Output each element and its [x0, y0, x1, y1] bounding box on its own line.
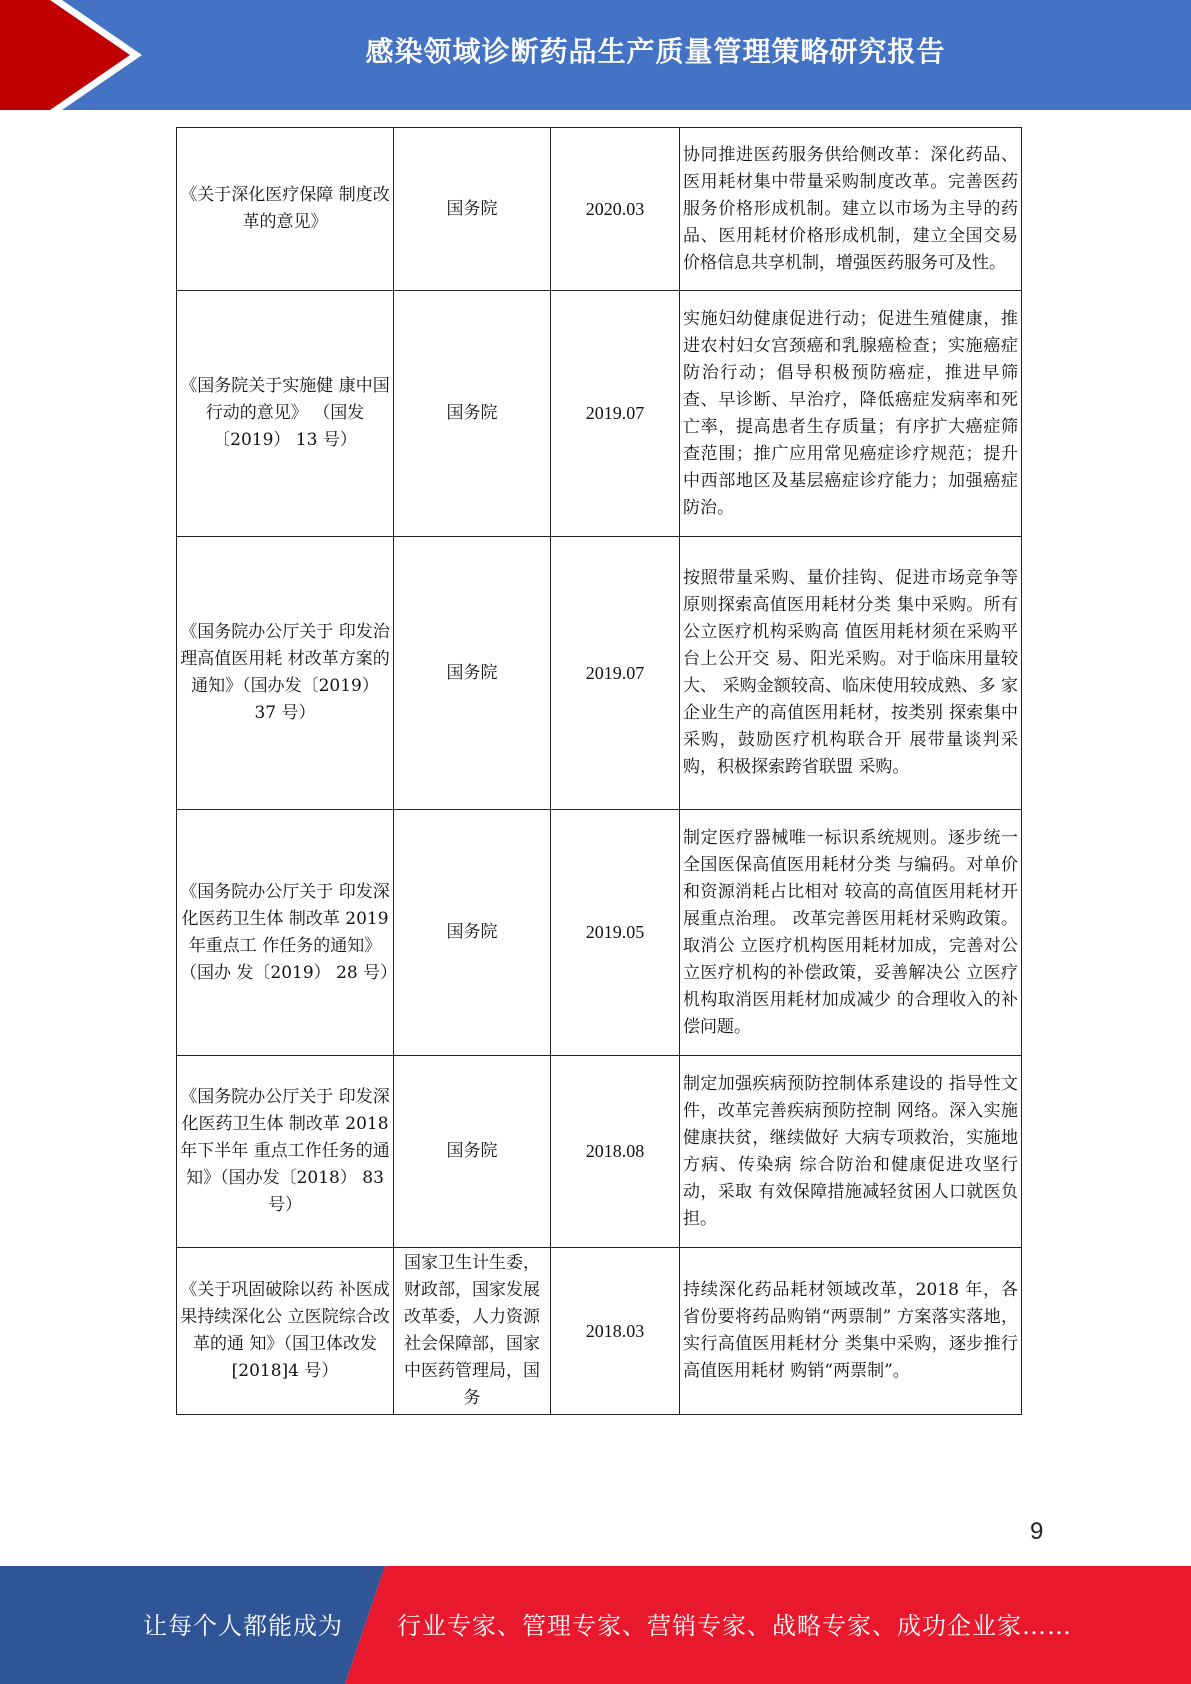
issuer-cell: 国务院 — [394, 537, 551, 810]
footer-slogan-right: 行业专家、管理专家、营销专家、战略专家、成功企业家…… — [397, 1612, 1072, 1640]
page-number: 9 — [1030, 1518, 1044, 1545]
issuer-cell: 国务院 — [394, 128, 551, 291]
policy-title-cell: 《关于巩固破除以药 补医成果持续深化公 立医院综合改革的通 知》（国卫体改发 [2018]4 号） — [177, 1248, 394, 1415]
policy-title-cell: 《国务院办公厅关于 印发深化医药卫生体 制改革 2018 年下半年 重点工作任务的通知》（国办发〔2018） 83 号） — [177, 1056, 394, 1248]
policy-title-cell: 《国务院关于实施健 康中国行动的意见》 （国发〔2019） 13 号） — [177, 291, 394, 537]
issuer-cell: 国务院 — [394, 810, 551, 1056]
footer-slogan-left: 让每个人都能成为 — [143, 1612, 343, 1640]
date-cell: 2018.03 — [551, 1248, 680, 1415]
table-row — [177, 537, 1022, 810]
date-cell: 2019.07 — [551, 537, 680, 810]
date-cell: 2019.07 — [551, 291, 680, 537]
issuer-text: 国家卫生计生委，财政部，国家发展改革委，人力资源社会保障部，国家中医药管理局，国务 — [404, 1253, 540, 1408]
policy-table — [176, 127, 1022, 1415]
table-row — [177, 128, 1022, 291]
issuer-cell: 国务院 — [394, 1056, 551, 1248]
issuer-cell — [394, 1248, 551, 1415]
page-header — [0, 0, 1191, 110]
date-cell: 2020.03 — [551, 128, 680, 291]
policy-title-cell: 《国务院办公厅关于 印发深化医药卫生体 制改革 2019 年重点工 作任务的通知》（国办 发〔2019） 28 号） — [177, 810, 394, 1056]
content-cell: 制定加强疾病预防控制体系建设的 指导性文件，改革完善疾病预防控制 网络。深入实施健康扶贫，继续做好 大病专项救治，实施地方病、传染病 综合防治和健康促进攻坚行动，采取 有效保障措施减轻贫困人口就医负 担。 — [680, 1056, 1022, 1248]
content-cell: 协同推进医药服务供给侧改革：深化药品、医用耗材集中带量采购制度改革。完善医药服务价格形成机制。建立以市场为主导的药品、医用耗材价格形成机制，建立全国交易价格信息共享机制，增强医药服务可及性。 — [680, 128, 1022, 291]
content-cell: 实施妇幼健康促进行动；促进生殖健康，推进农村妇女宫颈癌和乳腺癌检查；实施癌症防治行动；倡导积极预防癌症，推进早筛查、早诊断、早治疗，降低癌症发病率和死亡率，提高患者生存质量；有序扩大癌症筛查范围；推广应用常见癌症诊疗规范；提升中西部地区及基层癌症诊疗能力；加强癌症防治。 — [680, 291, 1022, 537]
table-row — [177, 1056, 1022, 1248]
page-footer — [0, 1566, 1191, 1684]
policy-title-cell: 《关于深化医疗保障 制度改革的意见》 — [177, 128, 394, 291]
header-arrow-decoration — [0, 0, 160, 110]
policy-title-cell: 《国务院办公厅关于 印发治理高值医用耗 材改革方案的通知》（国办发〔2019） 37 号） — [177, 537, 394, 810]
table-row — [177, 1248, 1022, 1415]
date-cell: 2019.05 — [551, 810, 680, 1056]
content-cell: 制定医疗器械唯一标识系统规则。逐步统一全国医保高值医用耗材分类 与编码。对单价和资源消耗占比相对 较高的高值医用耗材开展重点治理。 改革完善医用耗材采购政策。取消公 立医疗机构医用耗材加成，完善对公 立医疗机构的补偿政策，妥善解决公 立医疗机构取消医用耗材加成减少 的合理收入的补偿问题。 — [680, 810, 1022, 1056]
content-cell: 按照带量采购、量价挂钩、促进市场竞争等原则探索高值医用耗材分类 集中采购。所有公立医疗机构采购高 值医用耗材须在采购平台上公开交 易、阳光采购。对于临床用量较大、 采购金额较高、临床使用较成熟、多 家企业生产的高值医用耗材，按类别 探索集中采购，鼓励医疗机构联合开 展带量谈判采购，积极探索跨省联盟 采购。 — [680, 537, 1022, 810]
issuer-cell: 国务院 — [394, 291, 551, 537]
date-cell: 2018.08 — [551, 1056, 680, 1248]
report-title: 感染领域诊断药品生产质量管理策略研究报告 — [365, 35, 946, 68]
table-row — [177, 810, 1022, 1056]
content-cell: 持续深化药品耗材领域改革，2018 年，各省份要将药品购销“两票制” 方案落实落地，实行高值医用耗材分 类集中采购，逐步推行高值医用耗材 购销“两票制”。 — [680, 1248, 1022, 1415]
table-row — [177, 291, 1022, 537]
